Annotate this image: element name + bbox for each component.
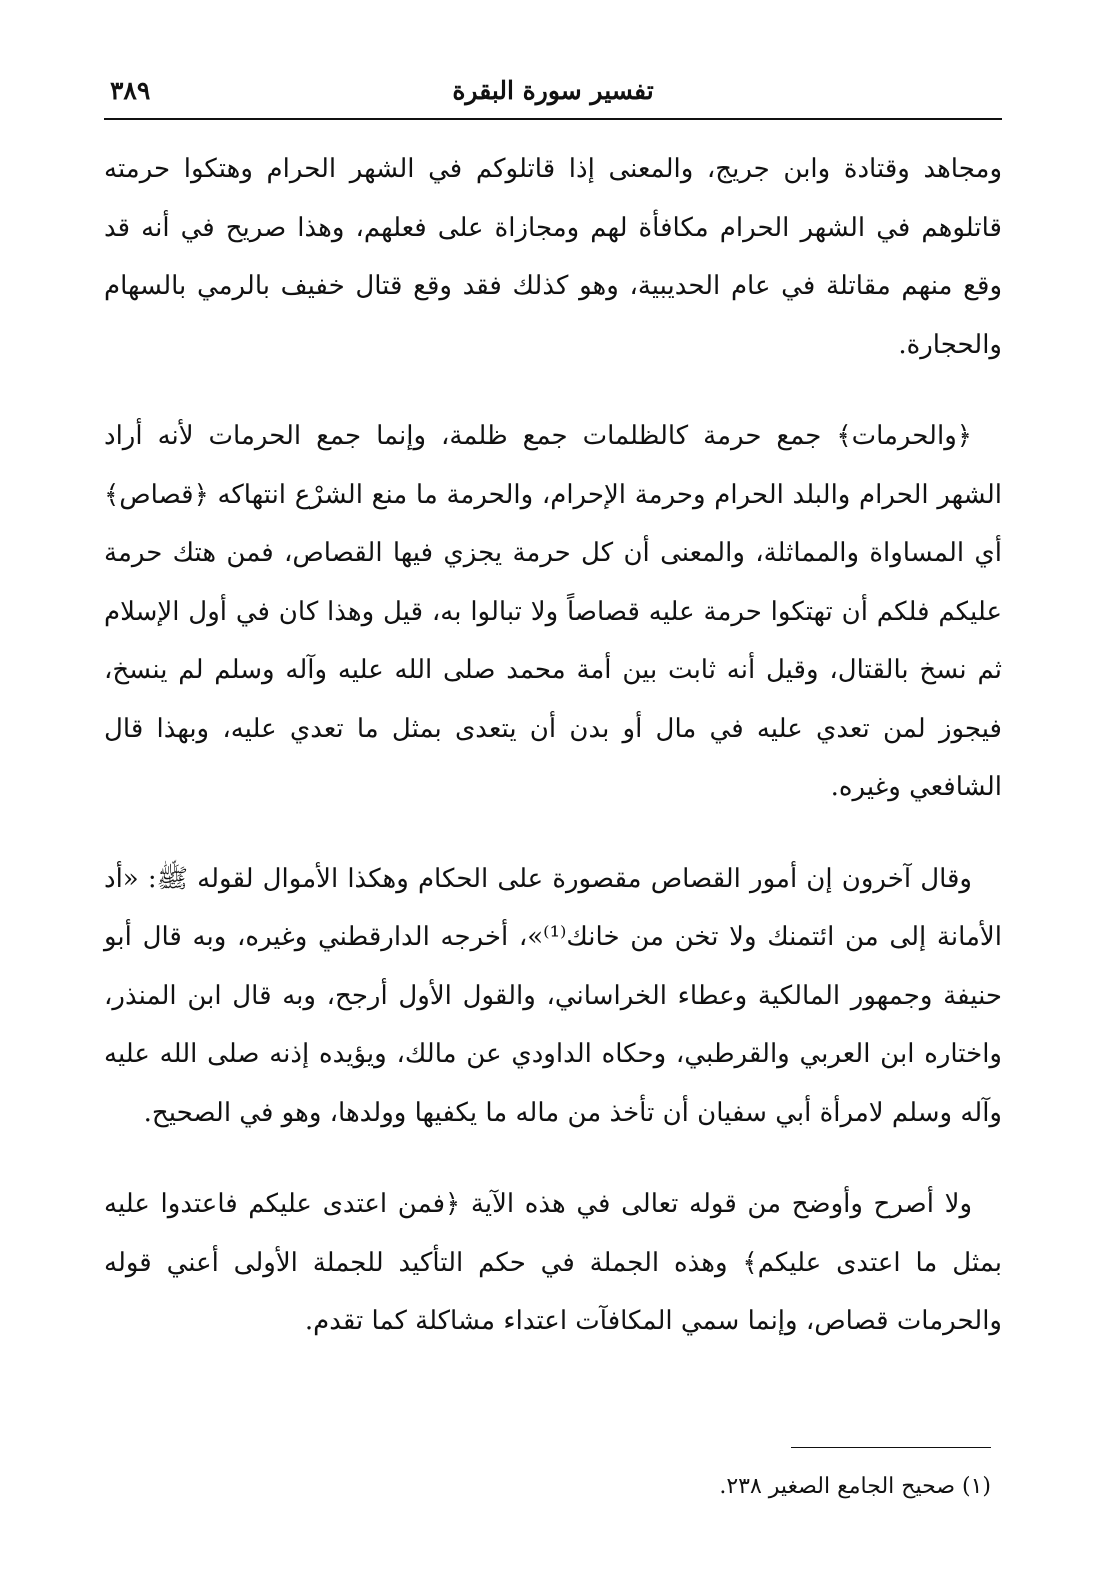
paragraph-1: ومجاهد وقتادة وابن جريج، والمعنى إذا قاتلوكم في الشهر الحرام وهتكوا حرمته قاتلوهم في الشهر الحرام مكافأة لهم ومجازاة على فعلهم، وهذا صريح في أنه قد وقع منهم مقاتلة في عام الحديبية، وهو كذلك فقد وقع قتال خفيف بالرمي بالسهام والحجارة.	[104, 154, 1002, 360]
body-text	[104, 140, 1002, 1384]
footnote: (١) صحيح الجامع الصغير ٢٣٨.	[719, 1474, 991, 1499]
paragraph-2: ﴿والحرمات﴾ جمع حرمة كالظلمات جمع ظلمة، وإنما جمع الحرمات لأنه أراد الشهر الحرام والبلد الحرام وحرمة الإحرام، والحرمة ما منع الشرْع انتهاكه ﴿قصاص﴾ أي المساواة والمماثلة، والمعنى أن كل حرمة يجزي فيها القصاص، فمن هتك حرمة عليكم فلكم أن تهتكوا حرمة عليه قصاصاً ولا تبالوا به، قيل وهذا كان في أول الإسلام ثم نسخ بالقتال، وقيل أنه ثابت بين أمة محمد صلى الله عليه وآله وسلم لم ينسخ، فيجوز لمن تعدي عليه في مال أو بدن أن يتعدى بمثل ما تعدي عليه، وبهذا قال الشافعي وغيره.	[104, 421, 1002, 802]
paragraph-3: وقال آخرون إن أمور القصاص مقصورة على الحكام وهكذا الأموال لقوله ﷺ: «أد الأمانة إلى من ائتمنك ولا تخن من خانك⁽¹⁾»، أخرجه الدارقطني وغيره، وبه قال أبو حنيفة وجمهور المالكية وعطاء الخراساني، والقول الأول أرجح، وبه قال ابن المنذر، واختاره ابن العربي والقرطبي، وحكاه الداودي عن مالك، ويؤيده إذنه صلى الله عليه وآله وسلم لامرأة أبي سفيان أن تأخذ من ماله ما يكفيها وولدها، وهو في الصحيح.	[104, 863, 1002, 1128]
running-header	[104, 70, 1002, 120]
page-title: تفسير سورة البقرة	[452, 76, 654, 105]
paragraph-4: ولا أصرح وأوضح من قوله تعالى في هذه الآية ﴿فمن اعتدى عليكم فاعتدوا عليه بمثل ما اعتدى عليكم﴾ وهذه الجملة في حكم التأكيد للجملة الأولى أعني قوله والحرمات قصاص، وإنما سمي المكافآت اعتداء مشاكلة كما تقدم.	[104, 1189, 1002, 1336]
footnote-divider	[791, 1447, 991, 1448]
page-number: ٣٨٩	[110, 76, 151, 105]
